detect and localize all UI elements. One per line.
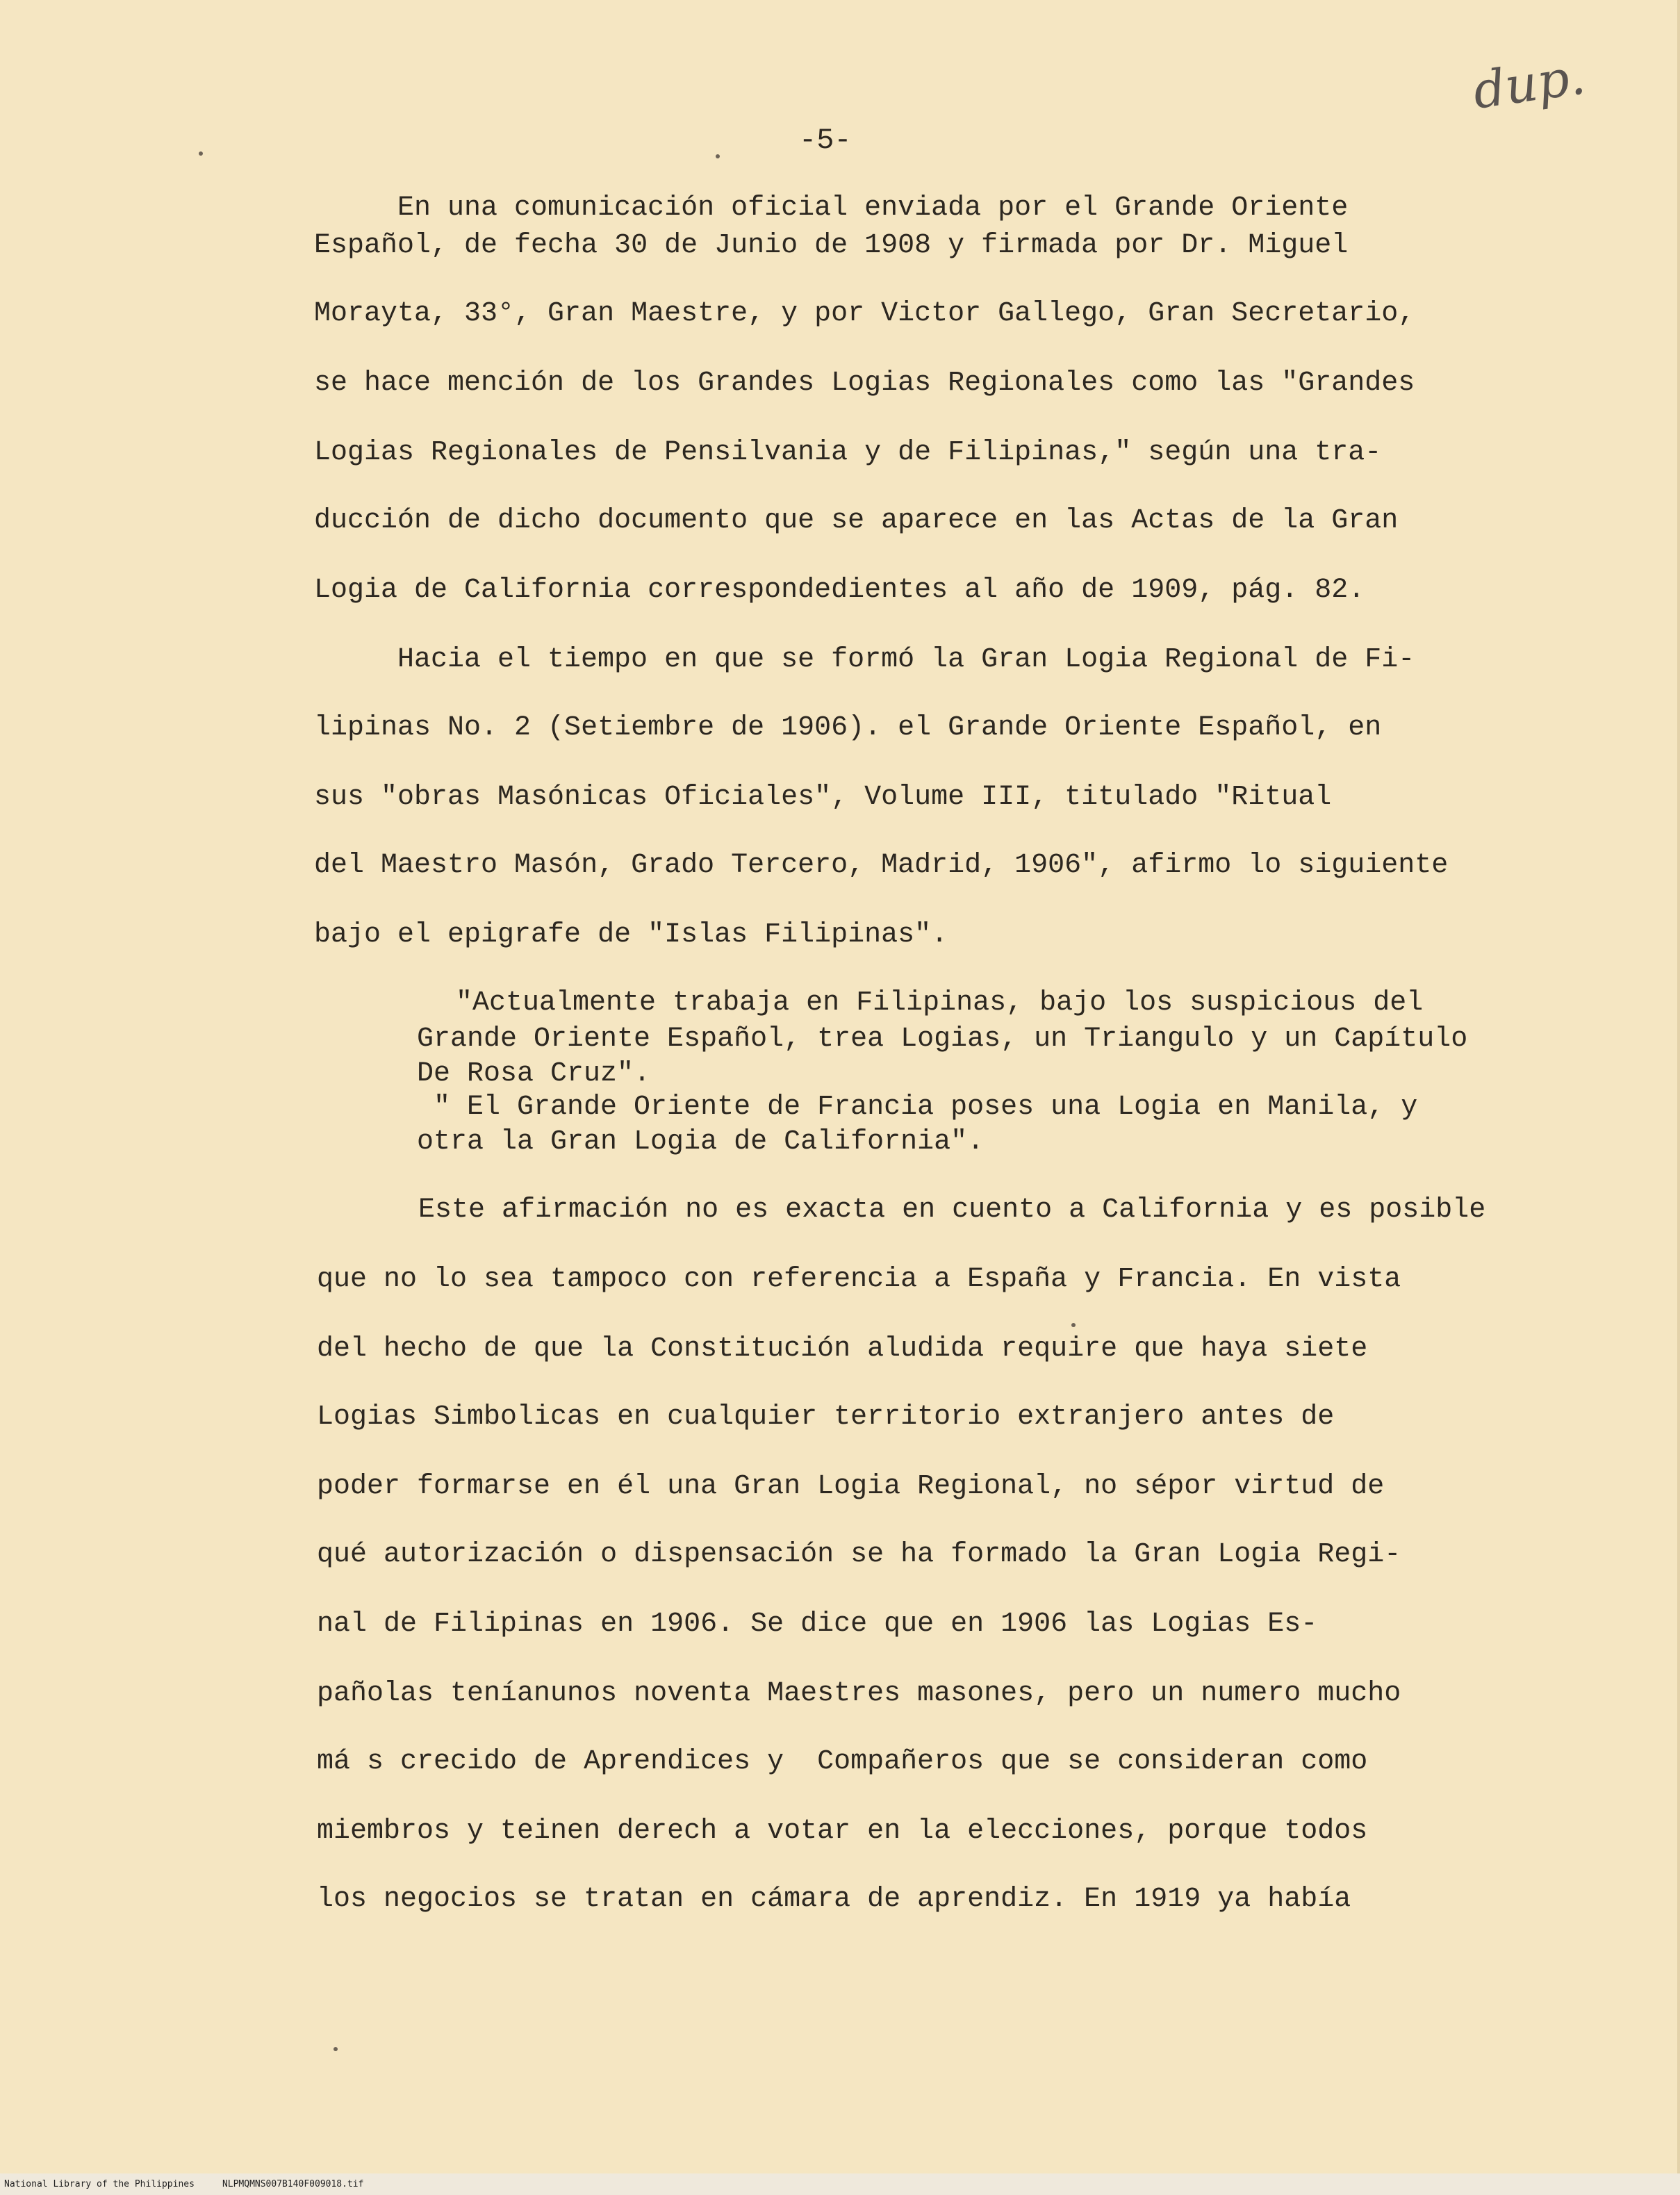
text-line: poder formarse en él una Gran Logia Regional, no sépor virtud de — [317, 1471, 1385, 1502]
scan-footer — [4, 2179, 391, 2189]
text-line: Logias Simbolicas en cualquier territorio extranjero antes de — [317, 1401, 1335, 1433]
text-line: Español, de fecha 30 de Junio de 1908 y firmada por Dr. Miguel — [314, 230, 1349, 261]
text-line: En una comunicación oficial enviada por el Grande Oriente — [397, 192, 1349, 224]
text-line: Logia de California correspondedientes al año de 1909, pág. 82. — [314, 575, 1365, 606]
quote-line: Grande Oriente Español, trea Logias, un Triangulo y un Capítulo — [417, 1023, 1468, 1055]
text-line: Este afirmación no es exacta en cuento a California y es posible — [418, 1194, 1486, 1226]
page-edge — [1677, 0, 1680, 2195]
quote-line: De Rosa Cruz". — [417, 1058, 651, 1090]
quote-line: otra la Gran Logia de California". — [417, 1126, 985, 1158]
page-number: -5- — [799, 124, 852, 157]
text-line: que no lo sea tampoco con referencia a España y Francia. En vista — [317, 1264, 1401, 1295]
text-line: los negocios se tratan en cámara de aprendiz. En 1919 ya había — [317, 1884, 1351, 1915]
paper-speck — [716, 154, 720, 158]
text-line: má s crecido de Aprendices y Compañeros que se consideran como — [317, 1746, 1368, 1777]
text-line: nal de Filipinas en 1906. Se dice que en 1906 las Logias Es- — [317, 1609, 1318, 1640]
text-line: miembros y teinen derech a votar en la elecciones, porque todos — [317, 1816, 1368, 1847]
quote-line: "Actualmente trabaja en Filipinas, bajo los suspicious del — [456, 987, 1424, 1019]
text-line: del Maestro Masón, Grado Tercero, Madrid, 1906", afirmo lo siguiente — [314, 850, 1449, 881]
text-line: se hace mención de los Grandes Logias Regionales como las "Grandes — [314, 368, 1415, 399]
footer-library: National Library of the Philippines — [4, 2179, 195, 2189]
text-line: del hecho de que la Constitución aludida require que haya siete — [317, 1333, 1368, 1365]
text-line: Logias Regionales de Pensilvania y de Filipinas," según una tra- — [314, 437, 1382, 468]
paper-speck — [1071, 1323, 1076, 1327]
paper-speck — [333, 2047, 338, 2051]
quote-line: " El Grande Oriente de Francia poses una Logia en Manila, y — [434, 1092, 1418, 1123]
text-line: Morayta, 33°, Gran Maestre, y por Victor Gallego, Gran Secretario, — [314, 298, 1415, 329]
footer-file-id: NLPMQMNS007B140F009018.tif — [222, 2179, 364, 2189]
text-line: sus "obras Masónicas Oficiales", Volume III, titulado "Ritual — [314, 782, 1332, 813]
handwritten-annotation: dup. — [1469, 47, 1589, 120]
text-line: qué autorización o dispensación se ha formado la Gran Logia Regi- — [317, 1539, 1401, 1570]
text-line: ducción de dicho documento que se aparece en las Actas de la Gran — [314, 505, 1399, 536]
text-line: Hacia el tiempo en que se formó la Gran Logia Regional de Fi- — [397, 644, 1415, 675]
text-line: pañolas teníanunos noventa Maestres masones, pero un numero mucho — [317, 1678, 1401, 1709]
text-line: bajo el epigrafe de "Islas Filipinas". — [314, 919, 948, 951]
paper-speck — [199, 151, 203, 156]
text-line: lipinas No. 2 (Setiembre de 1906). el Grande Oriente Español, en — [314, 712, 1382, 743]
